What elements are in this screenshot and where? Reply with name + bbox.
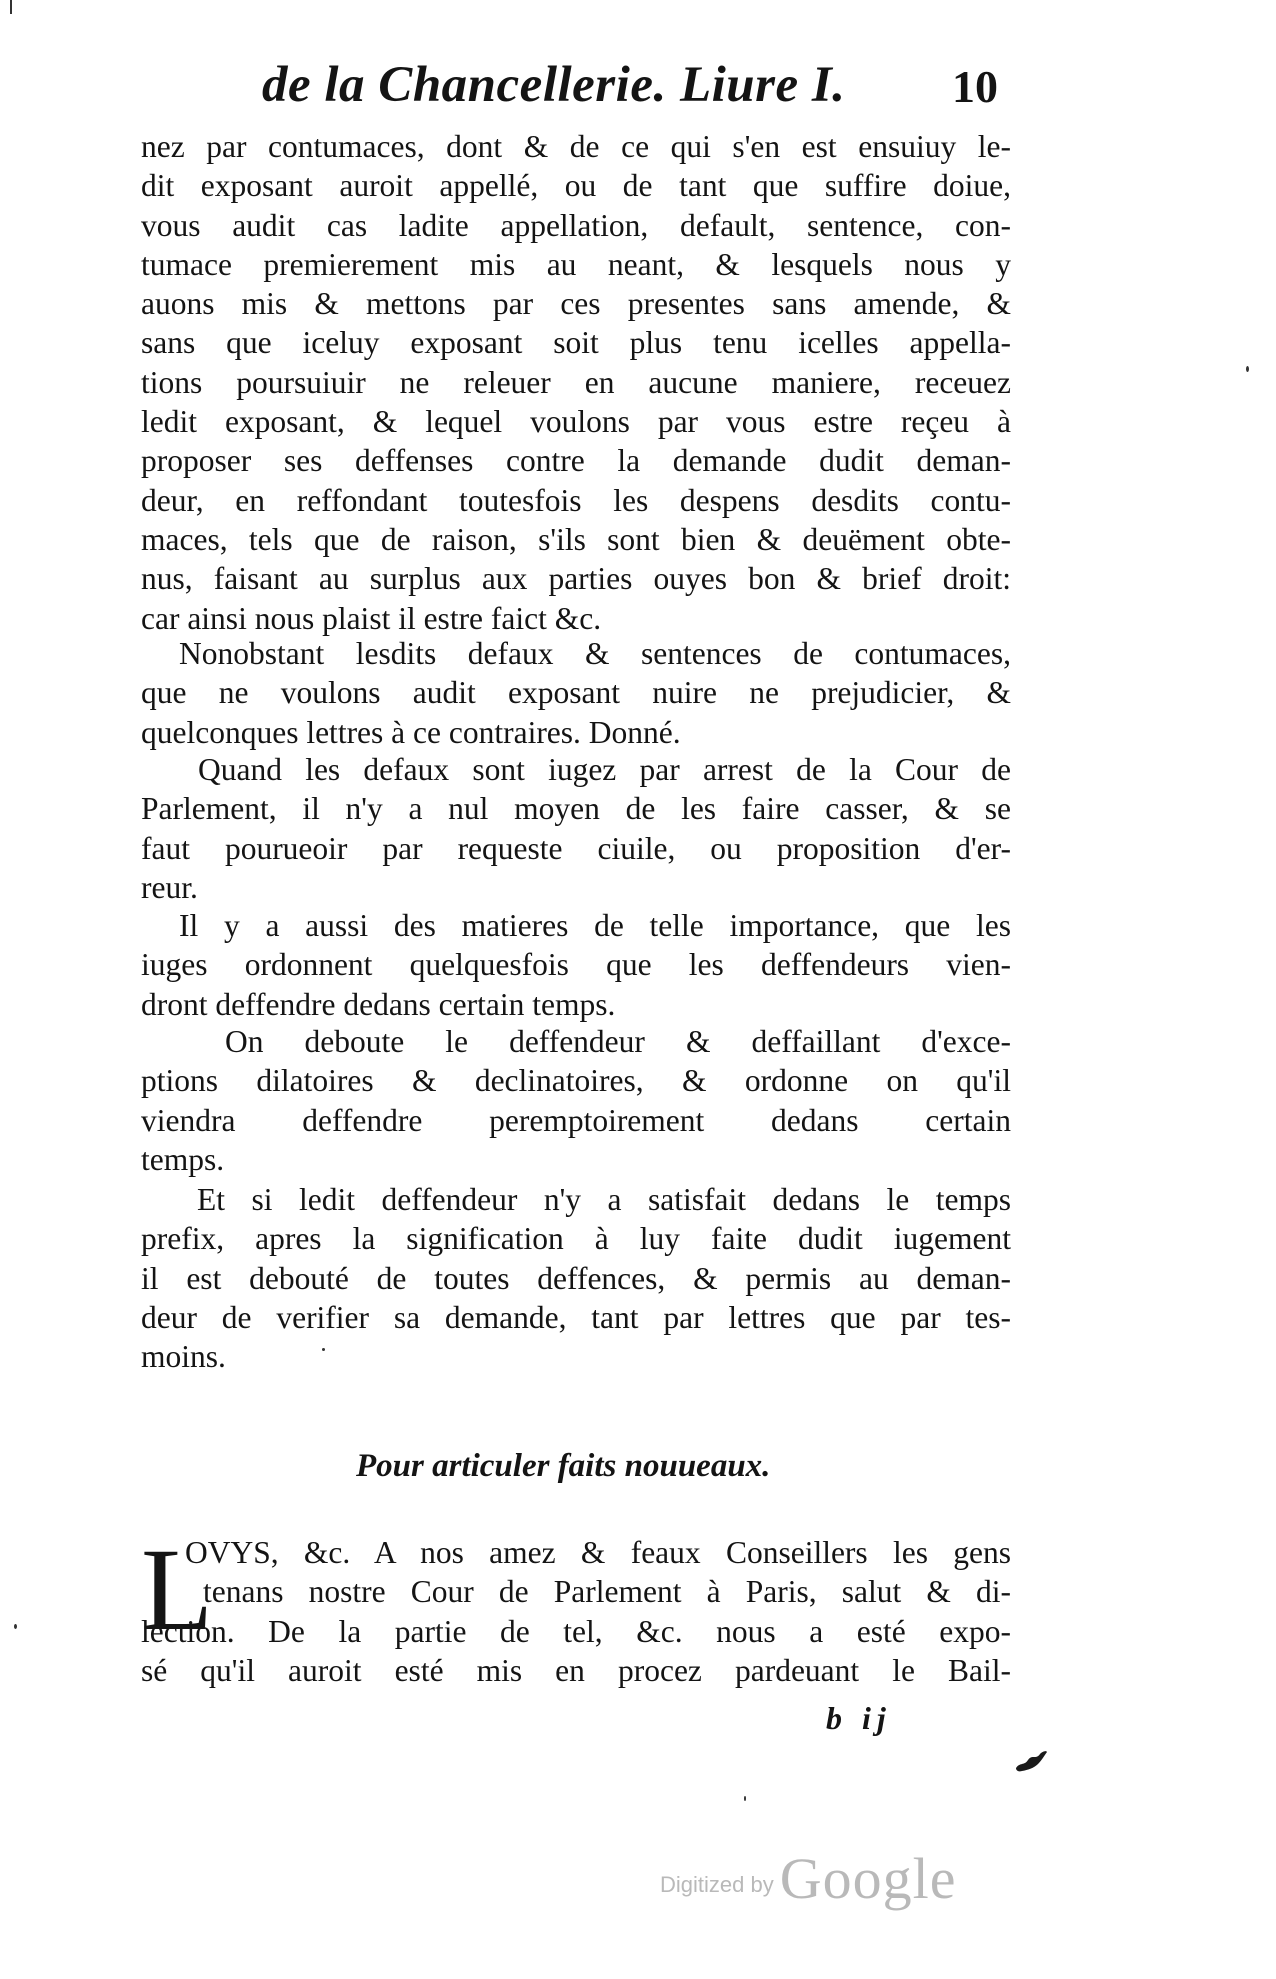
- text-line: lection. De la partie de tel, &c. nous a esté expo-: [141, 1613, 1011, 1649]
- scan-speck: [1246, 366, 1249, 372]
- paragraph-6: [141, 1180, 1011, 1376]
- scan-speck: [14, 1624, 17, 1629]
- paragraph-2: [141, 634, 1011, 752]
- text-line: prefix, apres la signification à luy faite dudit iugement: [141, 1221, 1011, 1257]
- text-line: ledit exposant, & lequel voulons par vous estre reçeu à: [141, 404, 1011, 440]
- text-line: nus, faisant au surplus aux parties ouyes bon & brief droit:: [141, 561, 1011, 597]
- scan-mark: [10, 0, 12, 14]
- text-line: iuges ordonnent quelquesfois que les deffendeurs vien-: [141, 947, 1011, 983]
- paragraph-5: [141, 1022, 1011, 1179]
- text-line: Nonobstant lesdits defaux & sentences de contumaces,: [179, 636, 1011, 671]
- text-line: moins.: [141, 1339, 226, 1375]
- scan-speck: [744, 1796, 746, 1801]
- signature-mark: b ij: [826, 1700, 892, 1736]
- text-line: temps.: [141, 1141, 225, 1177]
- text-line: ptions dilatoires & declinatoires, & ordonne on qu'il: [141, 1063, 1011, 1099]
- text-line: quelconques lettres à ce contraires. Donné.: [141, 714, 681, 750]
- text-line: Parlement, il n'y a nul moyen de les faire casser, & se: [141, 791, 1011, 827]
- section-paragraph: [141, 1524, 1011, 1690]
- paragraph-3: [141, 750, 1011, 907]
- section-heading: Pour articuler faits nouueaux.: [356, 1448, 771, 1484]
- text-line: maces, tels que de raison, s'ils sont bien & deuëment obte-: [141, 521, 1011, 557]
- text-line: que ne voulons audit exposant nuire ne prejudicier, &: [141, 675, 1011, 711]
- running-head-title: de la Chancellerie. Liure I.: [262, 57, 846, 113]
- text-line: OVYS, &c. A nos amez & feaux Conseillers les gens: [185, 1535, 1011, 1570]
- text-line: Il y a aussi des matieres de telle importance, que les: [179, 908, 1011, 943]
- text-line: reur.: [141, 869, 198, 905]
- text-line: deur de verifier sa demande, tant par lettres que par tes-: [141, 1299, 1011, 1335]
- text-line: tenans nostre Cour de Parlement à Paris, salut & di-: [203, 1574, 1011, 1610]
- text-line: sans que iceluy exposant soit plus tenu icelles appella-: [141, 325, 1011, 361]
- text-line: vous audit cas ladite appellation, default, sentence, con-: [141, 207, 1011, 243]
- text-line: il est debouté de toutes deffences, & permis au deman-: [141, 1260, 1011, 1296]
- text-line: proposer ses deffenses contre la demande dudit deman-: [141, 443, 1011, 479]
- paragraph-1: [141, 127, 1011, 638]
- text-line: car ainsi nous plaist il estre faict &c.: [141, 600, 602, 636]
- text-line: sé qu'il auroit esté mis en procez pardeuant le Bail-: [141, 1652, 1011, 1688]
- watermark-prefix: Digitized by: [660, 1872, 774, 1897]
- text-line: viendra deffendre peremptoirement dedans certain: [141, 1102, 1011, 1138]
- text-line: On deboute le deffendeur & deffaillant d'excе-: [225, 1024, 1011, 1059]
- text-line: deur, en reffondant toutesfois les despens desdits contu-: [141, 482, 1011, 518]
- text-line: tumace premierement mis au neant, & lesquels nous y: [141, 246, 1011, 282]
- text-line: Quand les defaux sont iugez par arrest de la Cour de: [198, 752, 1011, 787]
- watermark-brand: Google: [779, 1846, 957, 1911]
- scan-speck: [322, 1348, 325, 1351]
- text-line: tions poursuiuir ne releuer en aucune maniere, receuez: [141, 364, 1011, 400]
- paragraph-4: [141, 906, 1011, 1024]
- digitization-watermark: [660, 1845, 956, 1912]
- text-line: nez par contumaces, dont & de ce qui s'en est ensuiuy le-: [141, 129, 1011, 164]
- text-line: dit exposant auroit appellé, ou de tant que suffire doiue,: [141, 168, 1011, 204]
- text-line: Et si ledit deffendeur n'y a satisfait dedans le temps: [197, 1182, 1011, 1217]
- drop-cap: L: [141, 1524, 214, 1655]
- text-line: dront deffendre dedans certain temps.: [141, 986, 616, 1022]
- text-line: faut pourueoir par requeste ciuile, ou proposition d'er-: [141, 830, 1011, 866]
- page-number: 10: [952, 61, 998, 112]
- ink-blot-icon: [1014, 1748, 1048, 1774]
- text-line: auons mis & mettons par ces presentes sans amende, &: [141, 286, 1011, 322]
